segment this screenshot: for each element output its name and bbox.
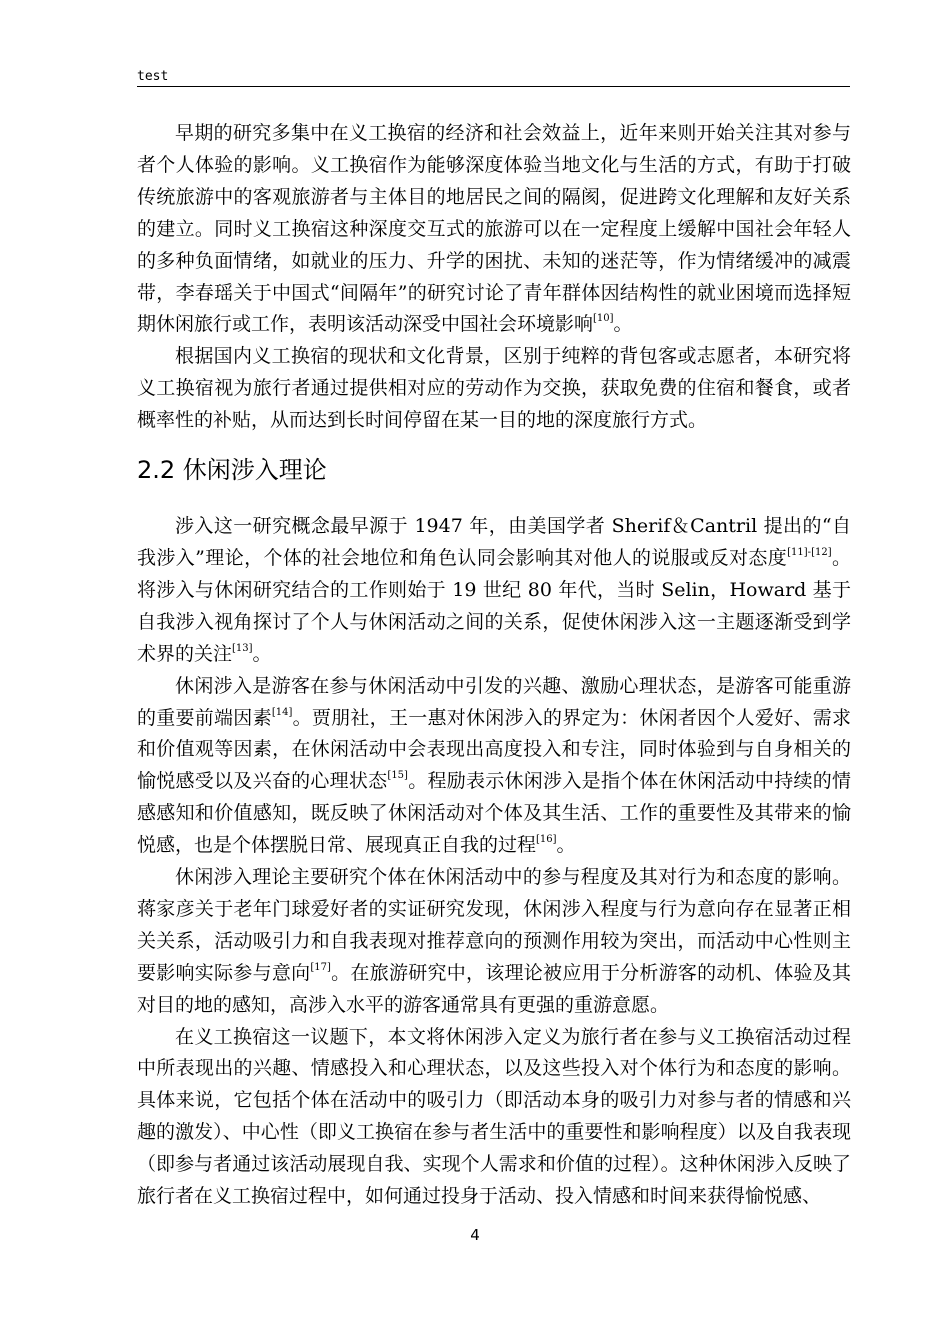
citation-marker: [15] <box>387 770 408 782</box>
paragraph-text: 。在旅游研究中，该理论被应用于分析游客的动机、体验及其对目的地的感知，高涉入水平的游客通常具有更强的重游意愿。 <box>137 961 851 1016</box>
citation-marker: [13] <box>232 642 253 654</box>
paragraph <box>137 341 851 437</box>
paragraph-text: 。将涉入与休闲研究结合的工作则始于 19 世纪 80 年代，当时 Selin，Howard 基于自我涉入视角探讨了个人与休闲活动之间的关系，促使休闲涉入这一主题逐渐受到学术界的关注 <box>137 546 851 665</box>
paragraphs-before-section <box>137 118 851 437</box>
paragraph <box>137 862 851 1022</box>
section-heading: 2.2 休闲涉入理论 <box>137 456 327 485</box>
paragraph-text: 。程励表示休闲涉入是指个体在休闲活动中持续的情感感知和价值感知，既反映了休闲活动对个体及其生活、工作的重要性及其带来的愉悦感，也是个体摆脱日常、展现真正自我的过程 <box>137 770 851 857</box>
paragraph-text: 休闲涉入理论主要研究个体在休闲活动中的参与程度及其对行为和态度的影响。蒋家彦关于老年门球爱好者的实证研究发现，休闲涉入程度与行为意向存在显著正相关关系，活动吸引力和自我表现对推荐意向的预测作用较为突出，而活动中心性则主要影响实际参与意向 <box>137 866 851 984</box>
citation-marker: [10] <box>593 313 614 325</box>
page-number: 4 <box>470 1226 480 1244</box>
running-header: test <box>137 69 169 84</box>
citation-marker: [14] <box>271 706 293 718</box>
paragraph <box>137 511 851 671</box>
citation-marker: [11]-[12] <box>787 546 832 558</box>
paragraph-text: 涉入这一研究概念最早源于 1947 年，由美国学者 Sherif＆Cantril 提出的“自我涉入”理论，个体的社会地位和角色认同会影响其对他人的说服或反对态度 <box>137 515 851 569</box>
paragraph <box>137 1022 851 1213</box>
body-text <box>137 118 851 1213</box>
paragraph-text: 。 <box>613 313 633 336</box>
citation-marker: [17] <box>310 961 331 973</box>
paragraphs-after-section <box>137 511 851 1213</box>
paragraph-text: 。贾朋社，王一惠对休闲涉入的界定为：休闲者因个人爱好、需求和价值观等因素，在休闲活动中会表现出高度投入和专注，同时体验到与自身相关的愉悦感受以及兴奋的心理状态 <box>137 706 851 793</box>
paragraph-text: 根据国内义工换宿的现状和文化背景，区别于纯粹的背包客或志愿者，本研究将义工换宿视为旅行者通过提供相对应的劳动作为交换，获取免费的住宿和餐食，或者概率性的补贴，从而达到长时间停留在某一目的地的深度旅行方式。 <box>137 345 851 432</box>
paragraph <box>137 671 851 862</box>
paragraph-text: 在义工换宿这一议题下，本文将休闲涉入定义为旅行者在参与义工换宿活动过程中所表现出的兴趣、情感投入和心理状态，以及这些投入对个体行为和态度的影响。具体来说，它包括个体在活动中的吸引力（即活动本身的吸引力对参与者的情感和兴趣的激发）、中心性（即义工换宿在参与者生活中的重要性和影响程度）以及自我表现（即参与者通过该活动展现自我、实现个人需求和价值的过程）。这种休闲涉入反映了旅行者在义工换宿过程中，如何通过投身于活动、投入情感和时间来获得愉悦感、 <box>137 1025 851 1208</box>
citation-marker: [16] <box>536 834 557 846</box>
header-rule <box>137 86 850 87</box>
paragraph-text: 。 <box>556 834 576 857</box>
paragraph-text: 。 <box>252 642 272 665</box>
paragraph-text: 早期的研究多集中在义工换宿的经济和社会效益上，近年来则开始关注其对参与者个人体验的影响。义工换宿作为能够深度体验当地文化与生活的方式，有助于打破传统旅游中的客观旅游者与主体目的地居民之间的隔阂，促进跨文化理解和友好关系的建立。同时义工换宿这种深度交互式的旅游可以在一定程度上缓解中国社会年轻人的多种负面情绪，如就业的压力、升学的困扰、未知的迷茫等，作为情绪缓冲的减震带，李春瑶关于中国式“间隔年”的研究讨论了青年群体因结构性的就业困境而选择短期休闲旅行或工作，表明该活动深受中国社会环境影响 <box>137 122 851 336</box>
paragraph <box>137 118 851 341</box>
paragraph-text: 休闲涉入是游客在参与休闲活动中引发的兴趣、激励心理状态，是游客可能重游的重要前端因素 <box>137 674 851 729</box>
